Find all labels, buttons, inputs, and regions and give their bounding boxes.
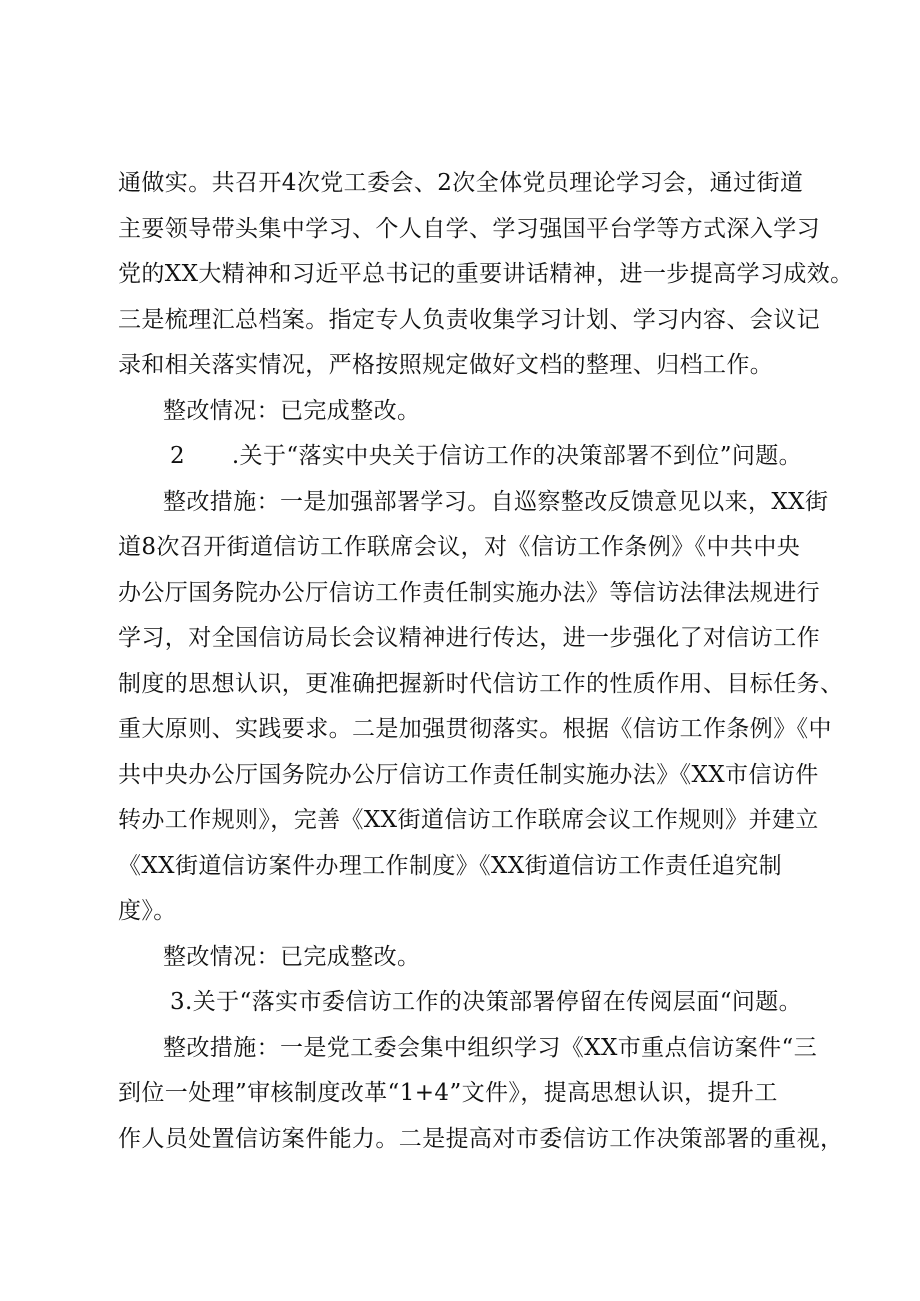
- text-line: 《XX街道信访案件办理工作制度》《XX街道信访工作责任追究制: [118, 853, 782, 879]
- status-paragraph: 整改情况：已完成整改。: [163, 398, 421, 424]
- section-heading: 2 .关于“落实中央关于信访工作的决策部署不到位”问题。: [170, 443, 803, 469]
- text-line: 转办工作规则》，完善《XX街道信访工作联席会议工作规则》并建立: [118, 807, 819, 833]
- measures-paragraph: 整改措施：一是党工委会集中组织学习《XX市重点信访案件“三: [163, 1035, 818, 1061]
- text-line: 度》。: [118, 898, 177, 924]
- text-line: 学习，对全国信访局长会议精神进行传达，进一步强化了对信访工作: [118, 625, 820, 651]
- text-line: 三是梳理汇总档案。指定专人负责收集学习计划、学习内容、会议记: [118, 307, 820, 333]
- text-line: 作人员处置信访案件能力。二是提高对市委信访工作决策部署的重视，: [118, 1126, 844, 1152]
- text-line: 办公厅国务院办公厅信访工作责任制实施办法》等信访法律法规进行: [118, 580, 820, 606]
- text-line: 共中央办公厅国务院办公厅信访工作责任制实施办法》《XX市信访件: [118, 762, 819, 788]
- text-line: 道8次召开街道信访工作联席会议，对《信访工作条例》《中共中央: [118, 534, 801, 560]
- text-line: 制度的思想认识，更准确把握新时代信访工作的性质作用、目标任务、: [118, 671, 844, 697]
- text-line: 主要领导带头集中学习、个人自学、学习强国平台学等方式深入学习: [118, 216, 820, 242]
- section-heading: 3.关于“落实市委信访工作的决策部署停留在传阅层面“问题。: [170, 989, 803, 1015]
- text-line: 录和相关落实情况，严格按照规定做好文档的整理、归档工作。: [118, 352, 774, 378]
- text-line: 重大原则、实践要求。二是加强贯彻落实。根据《信访工作条例》《中: [118, 716, 832, 742]
- status-paragraph: 整改情况：已完成整改。: [163, 944, 421, 970]
- text-line: 党的XX大精神和习近平总书记的重要讲话精神，进一步提高学习成效。: [118, 261, 854, 287]
- measures-paragraph: 整改措施：一是加强部署学习。自巡察整改反馈意见以来，XX街: [163, 489, 829, 515]
- text-line: 通做实。共召开4次党工委会、2次全体党员理论学习会，通过街道: [118, 170, 804, 196]
- text-line: 到位一处理”审核制度改革“1+4”文件》，提高思想认识，提升工: [118, 1080, 778, 1106]
